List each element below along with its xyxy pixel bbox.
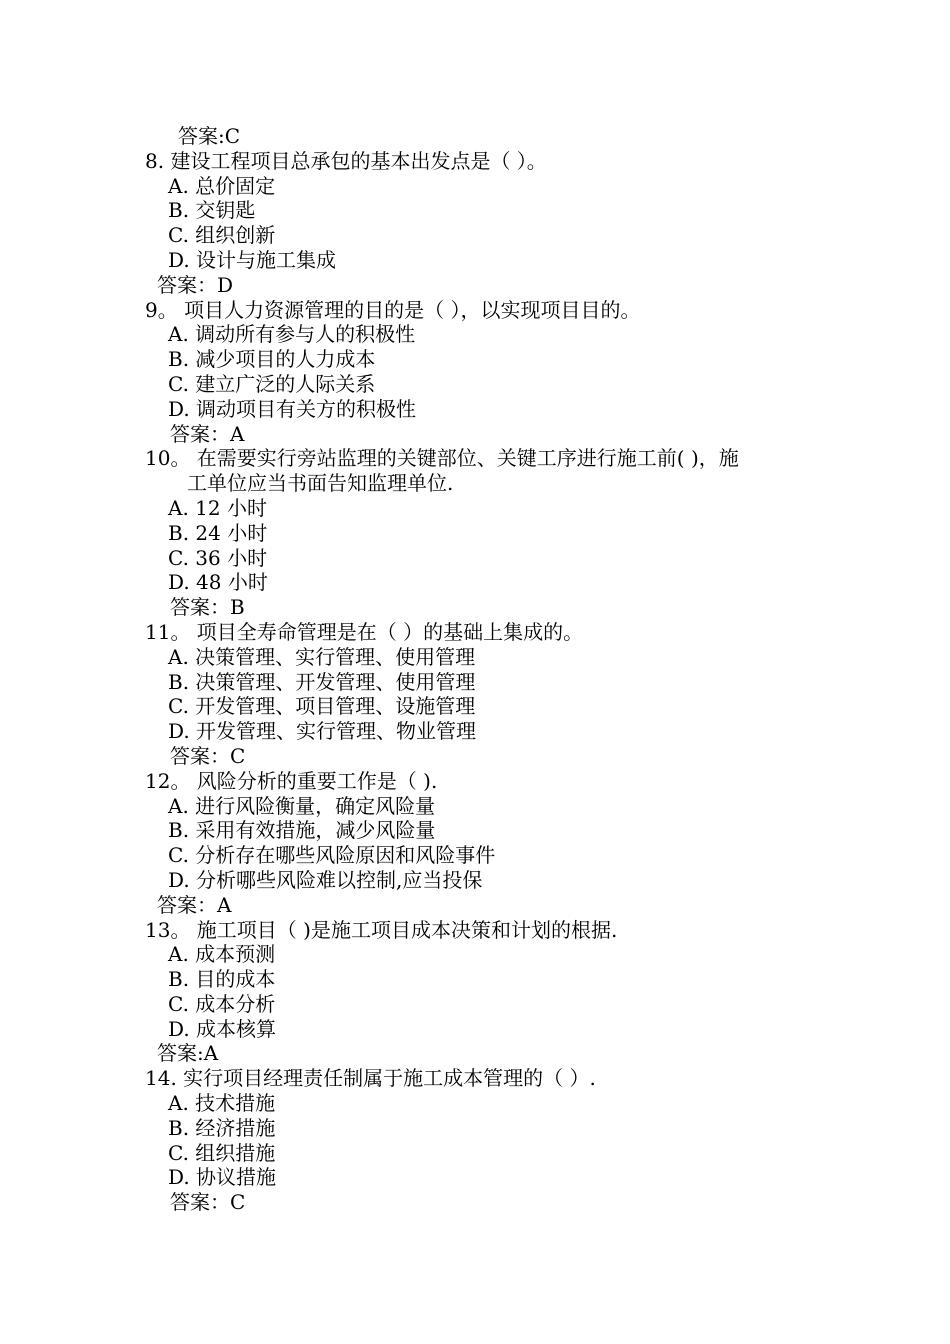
answer-line: 答案:A xyxy=(157,1041,219,1066)
option-c: C. 开发管理、项目管理、设施管理 xyxy=(168,694,476,719)
option-b: B. 减少项目的人力成本 xyxy=(168,347,376,372)
question-stem-continued: 工单位应当书面告知监理单位. xyxy=(187,471,454,496)
option-a: A. 技术措施 xyxy=(168,1091,276,1116)
option-b: B. 经济措施 xyxy=(168,1115,276,1140)
option-d: D. 调动项目有关方的积极性 xyxy=(168,396,417,421)
question-stem: 12。 风险分析的重要工作是（ ). xyxy=(145,768,438,793)
option-c: C. 分析存在哪些风险原因和风险事件 xyxy=(168,843,496,868)
option-b: B. 采用有效措施，减少风险量 xyxy=(168,818,436,843)
answer-line: 答案：A xyxy=(157,892,232,917)
question-stem: 14. 实行项目经理责任制属于施工成本管理的（ ）. xyxy=(145,1066,596,1091)
answer-line: 答案:C xyxy=(178,124,241,148)
question-stem: 9。 项目人力资源管理的目的是（ ），以实现项目目的。 xyxy=(145,297,641,322)
option-c: C. 建立广泛的人际关系 xyxy=(168,371,376,396)
answer-line: 答案：C xyxy=(170,1190,246,1215)
option-a: A. 进行风险衡量，确定风险量 xyxy=(168,793,436,818)
option-a: A. 成本预测 xyxy=(168,942,276,967)
option-a: A. 12 小时 xyxy=(168,495,267,520)
option-b: B. 目的成本 xyxy=(168,967,276,992)
option-d: D. 开发管理、实行管理、物业管理 xyxy=(168,719,477,744)
option-d: D. 协议措施 xyxy=(168,1165,277,1190)
option-a: A. 总价固定 xyxy=(168,173,276,198)
document-page xyxy=(0,124,950,1215)
option-d: D. 设计与施工集成 xyxy=(168,247,337,272)
answer-line: 答案：A xyxy=(170,421,245,446)
question-stem: 8. 建设工程项目总承包的基本出发点是（ ）。 xyxy=(145,148,547,173)
option-b: B. 交钥匙 xyxy=(168,198,256,223)
question-stem: 10。 在需要实行旁站监理的关键部位、关键工序进行施工前( )，施 xyxy=(145,446,739,471)
option-c: C. 成本分析 xyxy=(168,991,276,1016)
answer-line: 答案：B xyxy=(170,595,245,620)
question-stem: 11。 项目全寿命管理是在（ ）的基础上集成的。 xyxy=(145,619,584,644)
answer-line: 答案：D xyxy=(157,272,234,297)
option-a: A. 调动所有参与人的积极性 xyxy=(168,322,416,347)
option-c: C. 组织创新 xyxy=(168,223,276,248)
answer-line: 答案：C xyxy=(170,743,246,768)
option-b: B. 决策管理、开发管理、使用管理 xyxy=(168,669,476,694)
option-d: D. 分析哪些风险难以控制,应当投保 xyxy=(168,867,483,892)
option-d: D. 48 小时 xyxy=(168,570,268,595)
question-stem: 13。 施工项目（ )是施工项目成本决策和计划的根据. xyxy=(145,917,618,942)
option-a: A. 决策管理、实行管理、使用管理 xyxy=(168,644,476,669)
option-c: C. 36 小时 xyxy=(168,545,268,570)
option-d: D. 成本核算 xyxy=(168,1016,277,1041)
option-c: C. 组织措施 xyxy=(168,1140,276,1165)
option-b: B. 24 小时 xyxy=(168,520,268,545)
